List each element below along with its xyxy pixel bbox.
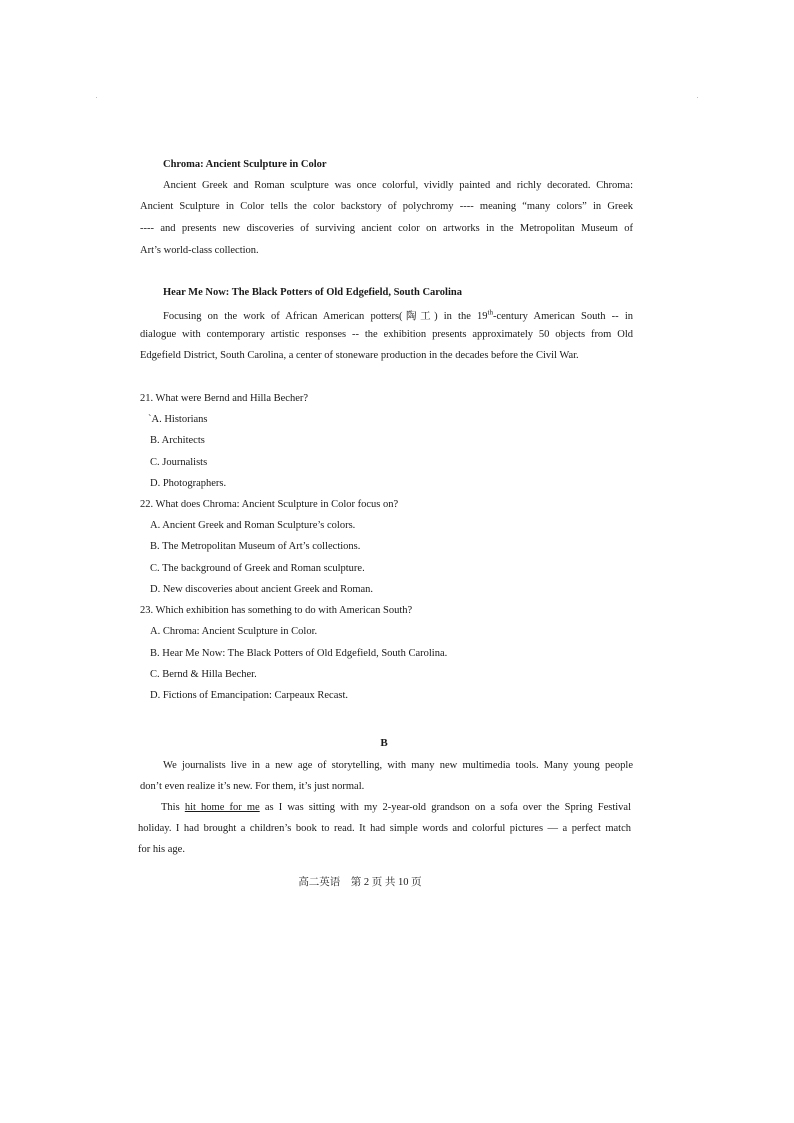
question-23-option-d: D. Fictions of Emancipation: Carpeaux Recast. (150, 690, 348, 701)
question-22-option-b: B. The Metropolitan Museum of Art’s collections. (150, 541, 361, 552)
question-22-option-a: A. Ancient Greek and Roman Sculpture’s colors. (150, 520, 356, 531)
section-b-p2-line-3: for his age. (138, 844, 185, 855)
chroma-line-1: Ancient Greek and Roman sculpture was once colorful, vividly painted and richly decorated. Chroma: (163, 180, 633, 191)
section-b-p2-lead: This (161, 802, 185, 813)
section-b-p2-line-1 (161, 802, 631, 813)
scan-speck (697, 97, 698, 98)
chroma-line-4: Art’s world-class collection. (140, 245, 259, 256)
hear-me-now-line-1-tail: -century American South -- in (492, 311, 633, 322)
scan-speck (96, 97, 97, 98)
underlined-phrase: hit home for me (184, 802, 260, 813)
chroma-title: Chroma: Ancient Sculpture in Color (163, 159, 327, 170)
question-22-stem: 22. What does Chroma: Ancient Sculpture in Color focus on? (140, 499, 399, 510)
question-21-option-c: C. Journalists (150, 457, 208, 468)
section-b-p1-line-1: We journalists live in a new age of storytelling, with many new multimedia tools. Many young people (163, 760, 633, 771)
section-b-heading: B (380, 737, 388, 749)
question-23-option-c: C. Bernd & Hilla Becher. (150, 669, 257, 680)
page-footer: 高二英语 第 2 页 共 10 页 (298, 877, 422, 888)
question-23-option-a: A. Chroma: Ancient Sculpture in Color. (150, 626, 318, 637)
chroma-line-3: ---- and presents new discoveries of surviving ancient color on artworks in the Metropolitan Museum of (140, 223, 633, 234)
chroma-line-2: Ancient Sculpture in Color tells the color backstory of polychromy ---- meaning “many colors” in Greek (140, 201, 633, 212)
section-b-p2-line-1-tail: as I was sitting with my 2-year-old grandson on a sofa over the Spring Festival (259, 802, 632, 813)
hear-me-now-line-1-text: Focusing on the work of African American potters(陶工) in the 19 (163, 311, 488, 322)
section-b-p2-line-2: holiday. I had brought a children’s book to read. It had simple words and colorful pictures — a perfect match (138, 823, 631, 834)
question-23-option-b: B. Hear Me Now: The Black Potters of Old Edgefield, South Carolina. (150, 648, 448, 659)
section-b-p1-line-2: don’t even realize it’s new. For them, it’s just normal. (140, 781, 365, 792)
hear-me-now-line-3: Edgefield District, South Carolina, a center of stoneware production in the decades before the Civil War. (140, 350, 579, 361)
question-23-stem: 23. Which exhibition has something to do with American South? (140, 605, 413, 616)
hear-me-now-line-1 (163, 308, 633, 323)
question-21-stem: 21. What were Bernd and Hilla Becher? (140, 393, 309, 404)
hear-me-now-title: Hear Me Now: The Black Potters of Old Edgefield, South Carolina (163, 287, 462, 298)
hear-me-now-line-2: dialogue with contemporary artistic responses -- the exhibition presents approximately 50 objects from Old (140, 329, 633, 340)
question-21-option-a: ˋA. Historians (148, 414, 208, 425)
question-22-option-d: D. New discoveries about ancient Greek and Roman. (150, 584, 374, 595)
question-22-option-c: C. The background of Greek and Roman sculpture. (150, 563, 365, 574)
question-21-option-b: B. Architects (150, 435, 205, 446)
question-21-option-d: D. Photographers. (150, 478, 227, 489)
superscript-th: th (487, 308, 493, 317)
